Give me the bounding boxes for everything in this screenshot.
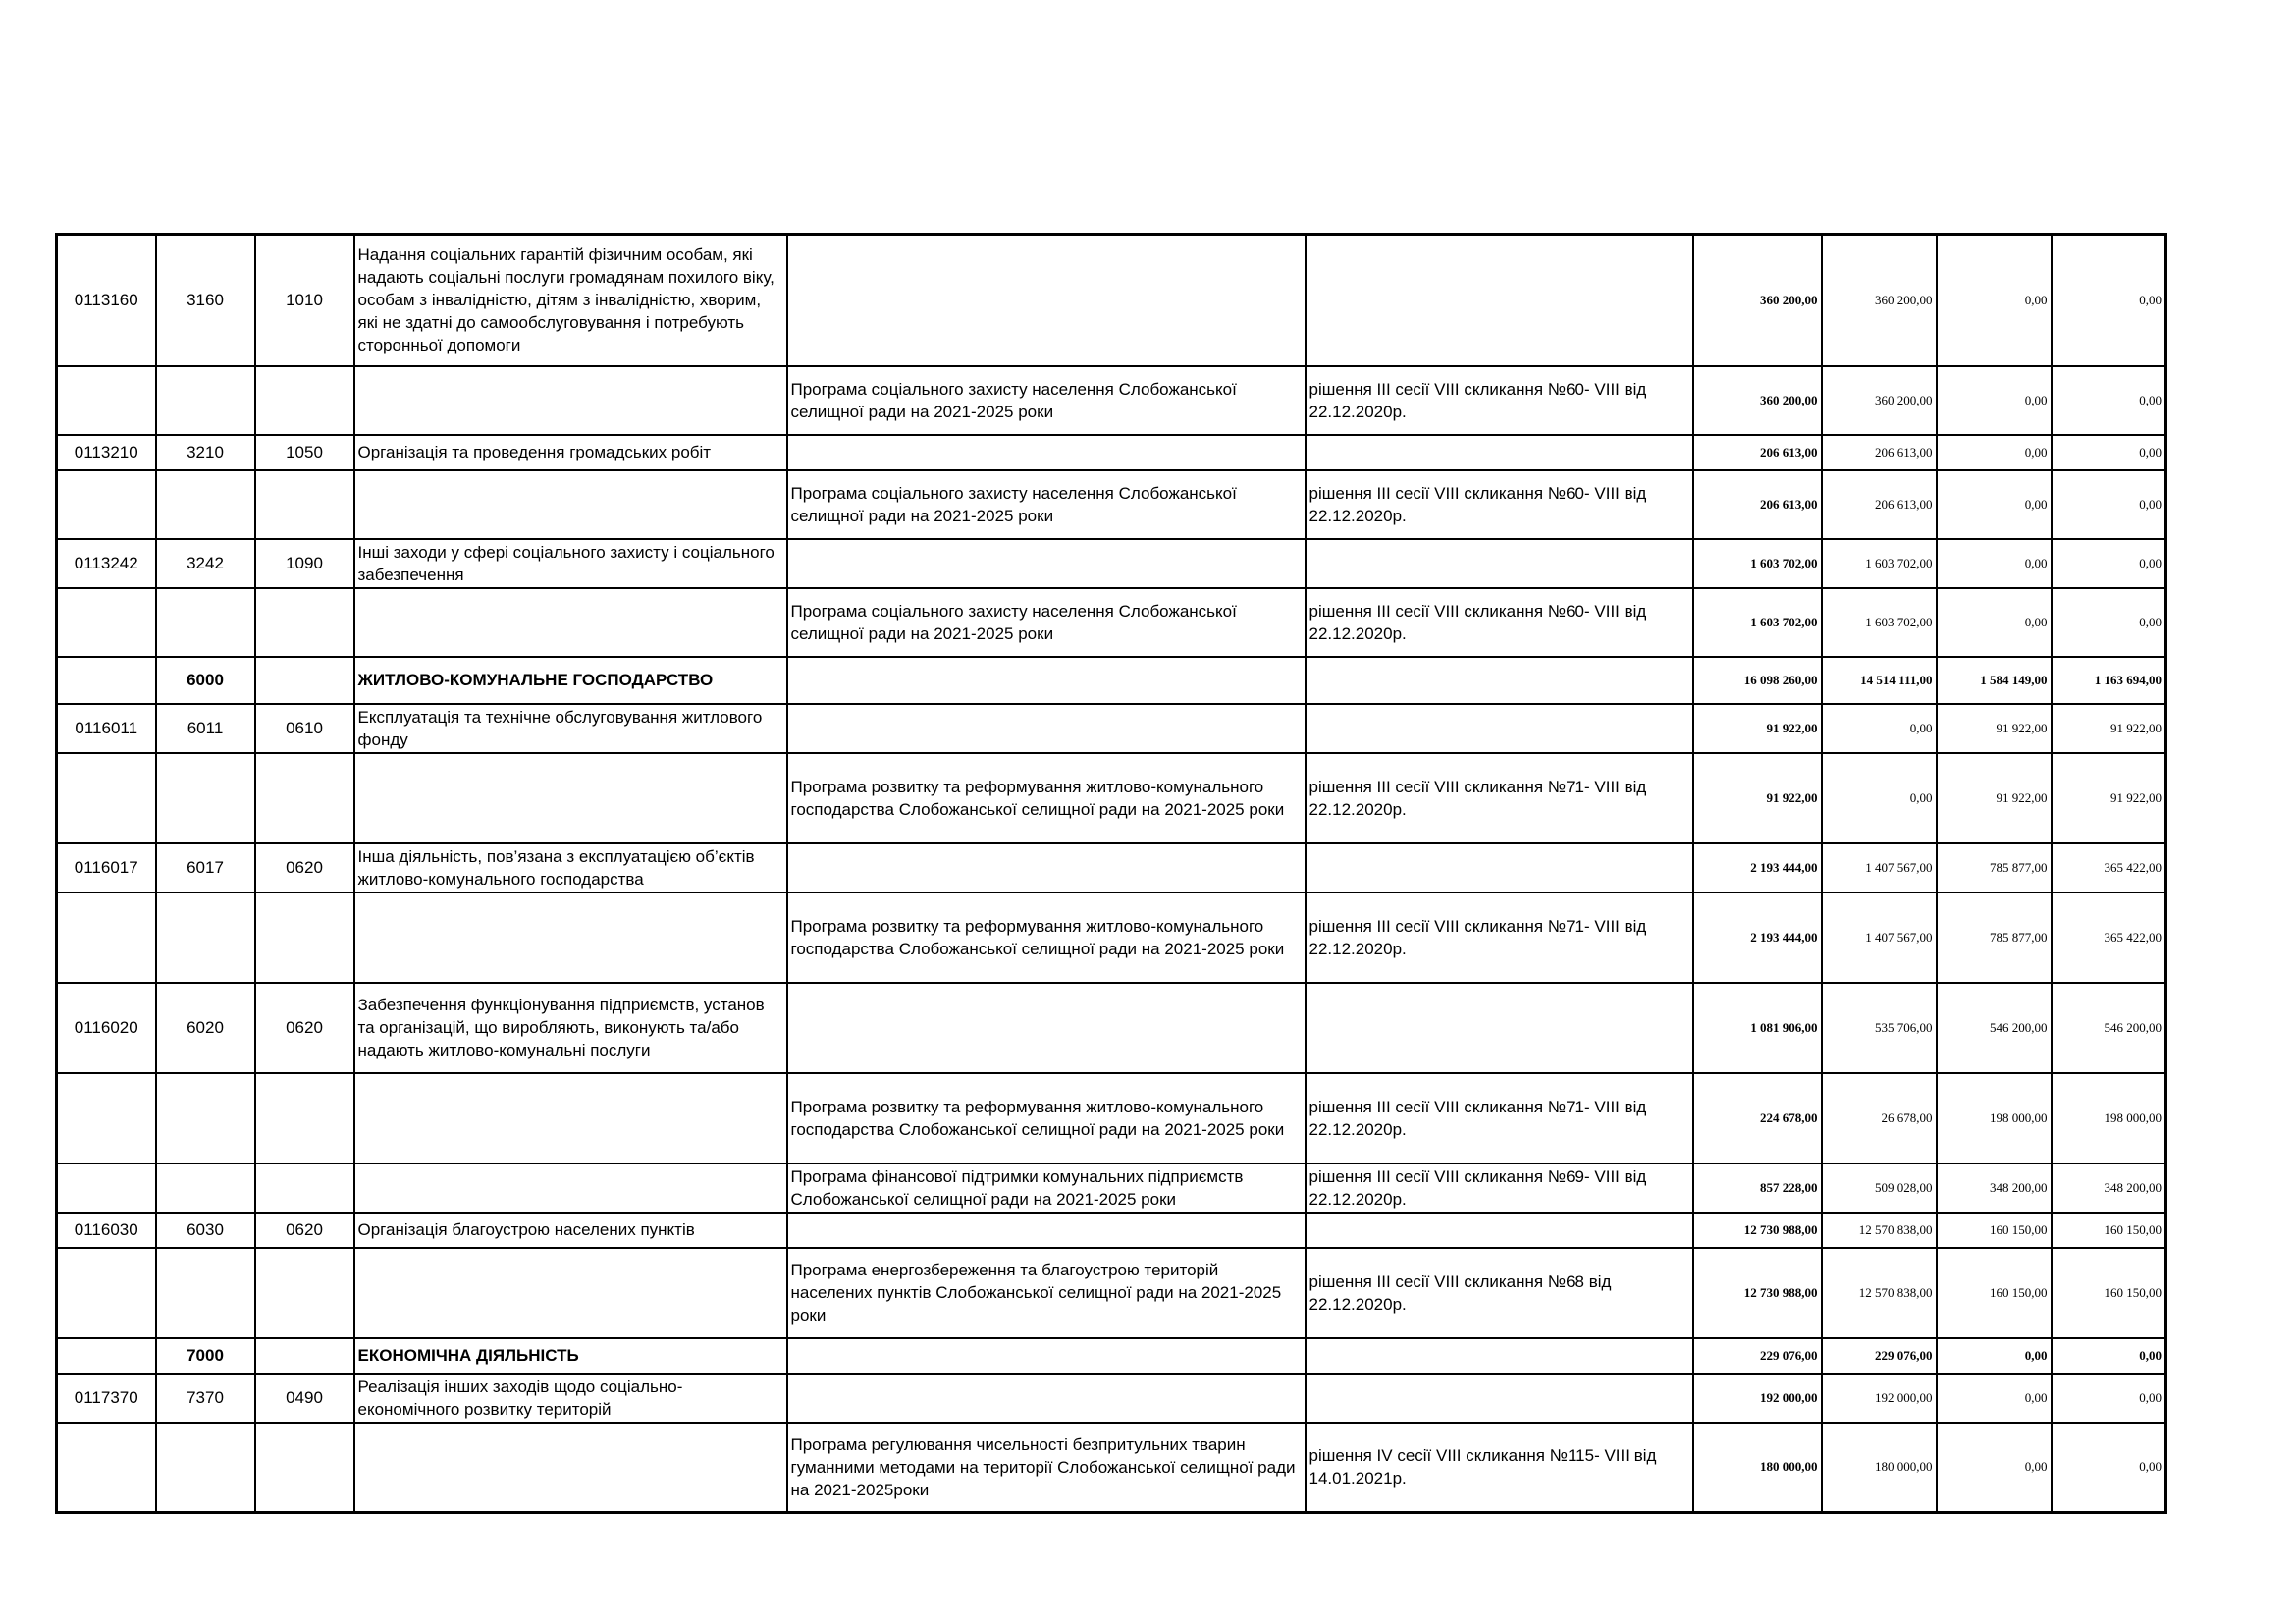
local-program-cell [787,1213,1306,1248]
total-amount-cell: 206 613,00 [1693,470,1822,539]
table-row [57,1073,2166,1164]
program-name-cell: Реалізація інших заходів щодо соціально-економічного розвитку територій [354,1374,787,1423]
local-program-cell: Програма розвитку та реформування житлово-комунального господарства Слобожанської селищної ради на 2021-2025 роки [787,1073,1306,1164]
function-code-cell [255,657,354,704]
table-row [57,983,2166,1073]
development-budget-cell: 546 200,00 [2052,983,2166,1073]
program-name-cell [354,470,787,539]
table-row [57,588,2166,657]
table-row [57,366,2166,435]
special-fund-cell: 1 584 149,00 [1937,657,2052,704]
budget-code-cell [156,893,255,983]
total-amount-cell: 229 076,00 [1693,1338,1822,1374]
table-row [57,893,2166,983]
program-name-cell: Організація благоустрою населених пунктів [354,1213,787,1248]
table-row [57,1213,2166,1248]
decision-cell: рішення ІІІ сесії VIII скликання №71- VIII від 22.12.2020р. [1306,1073,1693,1164]
budget-code-cell: 7000 [156,1338,255,1374]
general-fund-cell: 192 000,00 [1822,1374,1937,1423]
general-fund-cell: 206 613,00 [1822,435,1937,470]
local-program-cell: Програма соціального захисту населення Слобожанської селищної ради на 2021-2025 роки [787,588,1306,657]
local-program-cell: Програма розвитку та реформування житлово-комунального господарства Слобожанської селищної ради на 2021-2025 роки [787,753,1306,843]
development-budget-cell: 0,00 [2052,470,2166,539]
development-budget-cell: 0,00 [2052,1374,2166,1423]
special-fund-cell: 0,00 [1937,1338,2052,1374]
program-name-cell [354,1164,787,1213]
decision-cell: рішення ІІІ сесії VIII скликання №60- VIII від 22.12.2020р. [1306,366,1693,435]
total-amount-cell: 2 193 444,00 [1693,843,1822,893]
program-name-cell [354,893,787,983]
local-program-cell: Програма фінансової підтримки комунальних підприємств Слобожанської селищної ради на 2021-2025 роки [787,1164,1306,1213]
local-program-cell [787,1374,1306,1423]
program-code-cell: 0113210 [57,435,156,470]
decision-cell [1306,1374,1693,1423]
development-budget-cell: 91 922,00 [2052,753,2166,843]
budget-code-cell [156,1164,255,1213]
total-amount-cell: 1 603 702,00 [1693,588,1822,657]
total-amount-cell: 206 613,00 [1693,435,1822,470]
table-row [57,753,2166,843]
table-row [57,1248,2166,1338]
development-budget-cell: 365 422,00 [2052,893,2166,983]
program-code-cell: 0116017 [57,843,156,893]
general-fund-cell: 180 000,00 [1822,1423,1937,1513]
general-fund-cell: 0,00 [1822,753,1937,843]
total-amount-cell: 12 730 988,00 [1693,1248,1822,1338]
total-amount-cell: 360 200,00 [1693,235,1822,366]
total-amount-cell: 192 000,00 [1693,1374,1822,1423]
program-name-cell: Експлуатація та технічне обслуговування житлового фонду [354,704,787,753]
decision-cell: рішення ІІІ сесії VIII скликання №68 від 22.12.2020р. [1306,1248,1693,1338]
development-budget-cell: 365 422,00 [2052,843,2166,893]
table-row [57,470,2166,539]
decision-cell: рішення ІІІ сесії VIII скликання №71- VIII від 22.12.2020р. [1306,893,1693,983]
program-name-cell [354,366,787,435]
general-fund-cell: 1 603 702,00 [1822,539,1937,588]
development-budget-cell: 1 163 694,00 [2052,657,2166,704]
table-row [57,1423,2166,1513]
total-amount-cell: 91 922,00 [1693,753,1822,843]
program-name-cell: ЖИТЛОВО-КОМУНАЛЬНЕ ГОСПОДАРСТВО [354,657,787,704]
development-budget-cell: 348 200,00 [2052,1164,2166,1213]
budget-code-cell: 6020 [156,983,255,1073]
program-name-cell: Організація та проведення громадських робіт [354,435,787,470]
decision-cell [1306,235,1693,366]
local-program-cell [787,704,1306,753]
local-program-cell [787,843,1306,893]
function-code-cell: 0610 [255,704,354,753]
program-name-cell: Забезпечення функціонування підприємств, установ та організацій, що виробляють, виконують та/або надають житлово-комунальні послуги [354,983,787,1073]
decision-cell: рішення ІІІ сесії VIII скликання №60- VIII від 22.12.2020р. [1306,470,1693,539]
development-budget-cell: 0,00 [2052,1423,2166,1513]
decision-cell: рішення ІІІ сесії VIII скликання №60- VIII від 22.12.2020р. [1306,588,1693,657]
special-fund-cell: 198 000,00 [1937,1073,2052,1164]
local-program-cell [787,1338,1306,1374]
general-fund-cell: 12 570 838,00 [1822,1213,1937,1248]
table-row [57,704,2166,753]
decision-cell [1306,704,1693,753]
development-budget-cell: 198 000,00 [2052,1073,2166,1164]
local-program-cell: Програма енергозбереження та благоустрою територій населених пунктів Слобожанської селищної ради на 2021-2025 роки [787,1248,1306,1338]
decision-cell [1306,843,1693,893]
program-name-cell [354,753,787,843]
budget-code-cell: 6011 [156,704,255,753]
function-code-cell: 1050 [255,435,354,470]
general-fund-cell: 1 407 567,00 [1822,893,1937,983]
local-program-cell [787,983,1306,1073]
program-code-cell: 0116030 [57,1213,156,1248]
special-fund-cell: 785 877,00 [1937,893,2052,983]
budget-code-cell [156,753,255,843]
general-fund-cell: 360 200,00 [1822,366,1937,435]
local-program-cell [787,657,1306,704]
function-code-cell: 0620 [255,843,354,893]
budget-code-cell: 7370 [156,1374,255,1423]
total-amount-cell: 224 678,00 [1693,1073,1822,1164]
budget-code-cell: 6030 [156,1213,255,1248]
function-code-cell: 1090 [255,539,354,588]
general-fund-cell: 360 200,00 [1822,235,1937,366]
special-fund-cell: 160 150,00 [1937,1248,2052,1338]
program-code-cell: 0113242 [57,539,156,588]
special-fund-cell: 0,00 [1937,435,2052,470]
program-code-cell [57,657,156,704]
development-budget-cell: 160 150,00 [2052,1213,2166,1248]
program-name-cell: Надання соціальних гарантій фізичним особам, які надають соціальні послуги громадянам похилого віку, особам з інвалідністю, дітям з інвалідністю, хворим, які не здатні до самообслуговування і потребують сторонньої допомоги [354,235,787,366]
local-program-cell: Програма соціального захисту населення Слобожанської селищної ради на 2021-2025 роки [787,366,1306,435]
special-fund-cell: 0,00 [1937,1374,2052,1423]
local-program-cell: Програма регулювання чисельності безпритульних тварин гуманними методами на території Слобожанської селищної ради на 2021-2025роки [787,1423,1306,1513]
development-budget-cell: 0,00 [2052,235,2166,366]
budget-code-cell [156,1423,255,1513]
budget-code-cell: 6000 [156,657,255,704]
special-fund-cell: 0,00 [1937,366,2052,435]
function-code-cell [255,1164,354,1213]
program-name-cell [354,1248,787,1338]
general-fund-cell: 1 603 702,00 [1822,588,1937,657]
special-fund-cell: 0,00 [1937,1423,2052,1513]
local-program-cell: Програма соціального захисту населення Слобожанської селищної ради на 2021-2025 роки [787,470,1306,539]
program-code-cell [57,1423,156,1513]
local-program-cell [787,435,1306,470]
special-fund-cell: 785 877,00 [1937,843,2052,893]
program-code-cell [57,1073,156,1164]
development-budget-cell: 0,00 [2052,588,2166,657]
general-fund-cell: 0,00 [1822,704,1937,753]
table-row [57,1374,2166,1423]
development-budget-cell: 0,00 [2052,435,2166,470]
decision-cell: рішення ІV сесії VIII скликання №115- VIII від 14.01.2021р. [1306,1423,1693,1513]
table-row [57,1164,2166,1213]
budget-code-cell: 3242 [156,539,255,588]
total-amount-cell: 857 228,00 [1693,1164,1822,1213]
general-fund-cell: 229 076,00 [1822,1338,1937,1374]
program-code-cell [57,1248,156,1338]
special-fund-cell: 546 200,00 [1937,983,2052,1073]
general-fund-cell: 509 028,00 [1822,1164,1937,1213]
local-program-cell [787,235,1306,366]
decision-cell: рішення ІІІ сесії VIII скликання №69- VIII від 22.12.2020р. [1306,1164,1693,1213]
function-code-cell [255,1248,354,1338]
program-name-cell [354,1073,787,1164]
function-code-cell [255,366,354,435]
local-program-cell: Програма розвитку та реформування житлово-комунального господарства Слобожанської селищної ради на 2021-2025 роки [787,893,1306,983]
general-fund-cell: 1 407 567,00 [1822,843,1937,893]
program-code-cell [57,893,156,983]
total-amount-cell: 360 200,00 [1693,366,1822,435]
function-code-cell: 1010 [255,235,354,366]
general-fund-cell: 206 613,00 [1822,470,1937,539]
special-fund-cell: 160 150,00 [1937,1213,2052,1248]
program-code-cell [57,470,156,539]
function-code-cell: 0620 [255,1213,354,1248]
function-code-cell: 0620 [255,983,354,1073]
function-code-cell: 0490 [255,1374,354,1423]
decision-cell [1306,983,1693,1073]
program-name-cell [354,1423,787,1513]
function-code-cell [255,893,354,983]
special-fund-cell: 348 200,00 [1937,1164,2052,1213]
general-fund-cell: 14 514 111,00 [1822,657,1937,704]
development-budget-cell: 91 922,00 [2052,704,2166,753]
general-fund-cell: 26 678,00 [1822,1073,1937,1164]
section-row [57,657,2166,704]
decision-cell [1306,1338,1693,1374]
general-fund-cell: 12 570 838,00 [1822,1248,1937,1338]
total-amount-cell: 1 081 906,00 [1693,983,1822,1073]
function-code-cell [255,1073,354,1164]
general-fund-cell: 535 706,00 [1822,983,1937,1073]
decision-cell [1306,657,1693,704]
budget-code-cell [156,366,255,435]
development-budget-cell: 160 150,00 [2052,1248,2166,1338]
budget-code-cell [156,1073,255,1164]
program-code-cell [57,1164,156,1213]
program-name-cell: Інша діяльність, пов’язана з експлуатацією об’єктів житлово-комунального господарства [354,843,787,893]
program-name-cell [354,588,787,657]
function-code-cell [255,1338,354,1374]
program-code-cell [57,1338,156,1374]
table-row [57,843,2166,893]
decision-cell [1306,539,1693,588]
special-fund-cell: 91 922,00 [1937,704,2052,753]
program-code-cell: 0116011 [57,704,156,753]
total-amount-cell: 2 193 444,00 [1693,893,1822,983]
special-fund-cell: 91 922,00 [1937,753,2052,843]
function-code-cell [255,588,354,657]
budget-code-cell [156,1248,255,1338]
special-fund-cell: 0,00 [1937,539,2052,588]
local-program-cell [787,539,1306,588]
total-amount-cell: 1 603 702,00 [1693,539,1822,588]
program-code-cell [57,588,156,657]
program-code-cell: 0116020 [57,983,156,1073]
program-name-cell: Інші заходи у сфері соціального захисту і соціального забезпечення [354,539,787,588]
special-fund-cell: 0,00 [1937,470,2052,539]
budget-code-cell: 6017 [156,843,255,893]
special-fund-cell: 0,00 [1937,588,2052,657]
table-row [57,435,2166,470]
total-amount-cell: 16 098 260,00 [1693,657,1822,704]
budget-code-cell: 3210 [156,435,255,470]
development-budget-cell: 0,00 [2052,539,2166,588]
program-code-cell [57,753,156,843]
total-amount-cell: 12 730 988,00 [1693,1213,1822,1248]
special-fund-cell: 0,00 [1937,235,2052,366]
table-row [57,235,2166,366]
program-code-cell [57,366,156,435]
decision-cell [1306,435,1693,470]
decision-cell [1306,1213,1693,1248]
budget-programs-table [55,233,2167,1514]
function-code-cell [255,753,354,843]
total-amount-cell: 91 922,00 [1693,704,1822,753]
decision-cell: рішення ІІІ сесії VIII скликання №71- VIII від 22.12.2020р. [1306,753,1693,843]
budget-code-cell [156,470,255,539]
function-code-cell [255,470,354,539]
program-name-cell: ЕКОНОМІЧНА ДІЯЛЬНІСТЬ [354,1338,787,1374]
development-budget-cell: 0,00 [2052,1338,2166,1374]
budget-code-cell: 3160 [156,235,255,366]
table-row [57,539,2166,588]
section-row [57,1338,2166,1374]
program-code-cell: 0117370 [57,1374,156,1423]
total-amount-cell: 180 000,00 [1693,1423,1822,1513]
function-code-cell [255,1423,354,1513]
development-budget-cell: 0,00 [2052,366,2166,435]
program-code-cell: 0113160 [57,235,156,366]
budget-code-cell [156,588,255,657]
